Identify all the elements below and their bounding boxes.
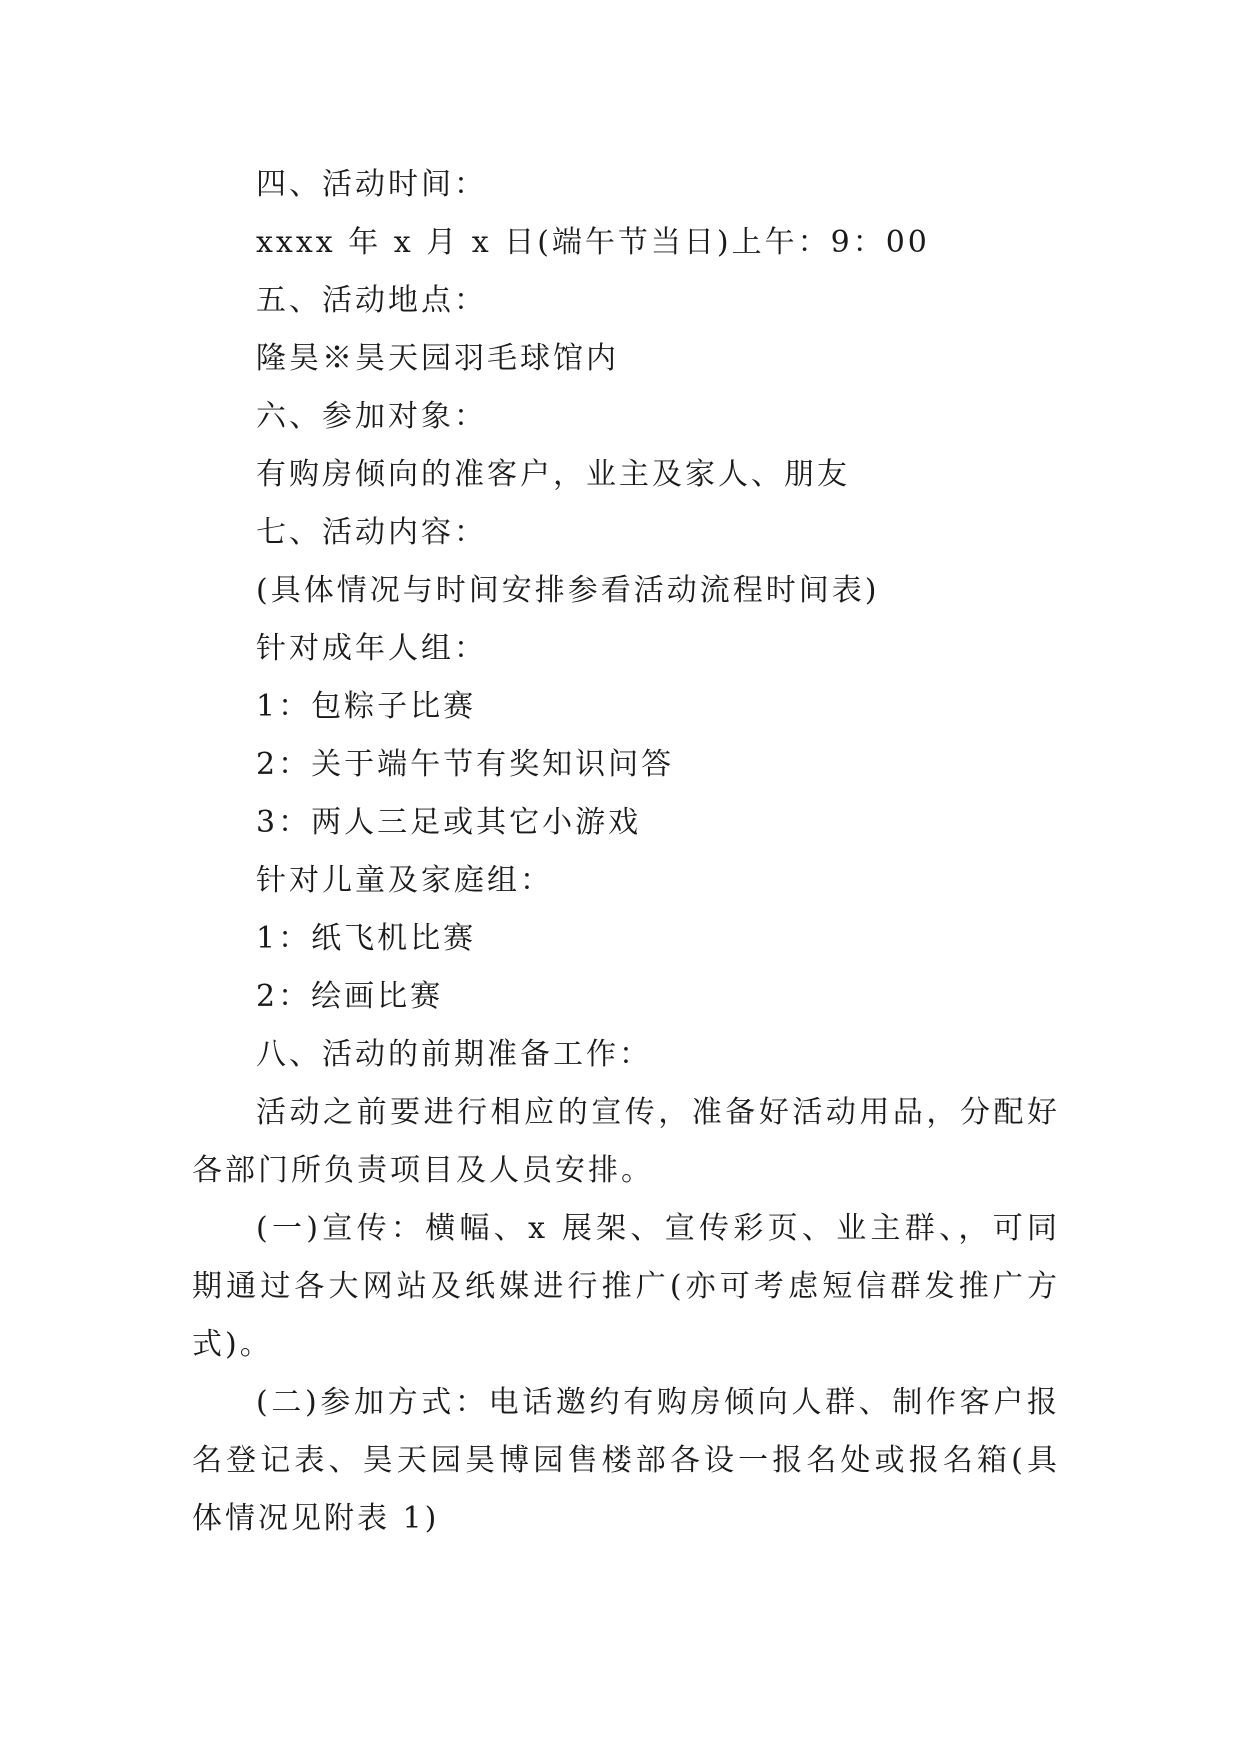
children-item-1: 1：纸飞机比赛 [256, 921, 477, 956]
heading-participants: 六、参加对象： [256, 399, 487, 434]
activity-location-value: 隆昊※昊天园羽毛球馆内 [256, 341, 619, 376]
heading-activity-location: 五、活动地点： [256, 283, 487, 318]
document-body [192, 156, 1060, 1548]
preparation-paragraph: 活动之前要进行相应的宣传，准备好活动用品，分配好各部门所负责项目及人员安排。 [192, 1095, 1060, 1188]
activity-content-note: (具体情况与时间安排参看活动流程时间表) [256, 573, 880, 608]
adult-item-2: 2：关于端午节有奖知识问答 [256, 747, 675, 782]
heading-activity-time: 四、活动时间： [256, 167, 487, 202]
activity-time-value: xxxx 年 x 月 x 日(端午节当日)上午：9：00 [256, 225, 930, 260]
adult-item-1: 1：包粽子比赛 [256, 689, 477, 724]
adult-group-heading: 针对成年人组： [256, 631, 487, 666]
heading-activity-content: 七、活动内容： [256, 515, 487, 550]
children-group-heading: 针对儿童及家庭组： [256, 863, 553, 898]
participants-value: 有购房倾向的准客户，业主及家人、朋友 [256, 457, 850, 492]
adult-item-3: 3：两人三足或其它小游戏 [256, 805, 642, 840]
participation-method-paragraph: (二)参加方式：电话邀约有购房倾向人群、制作客户报名登记表、昊天园昊博园售楼部各设一报名处或报名箱(具体情况见附表 1) [192, 1385, 1060, 1536]
heading-preparation: 八、活动的前期准备工作： [256, 1037, 652, 1072]
children-item-2: 2：绘画比赛 [256, 979, 444, 1014]
publicity-paragraph: (一)宣传：横幅、x 展架、宣传彩页、业主群、，可同期通过各大网站及纸媒进行推广(亦可考虑短信群发推广方式)。 [192, 1211, 1060, 1362]
